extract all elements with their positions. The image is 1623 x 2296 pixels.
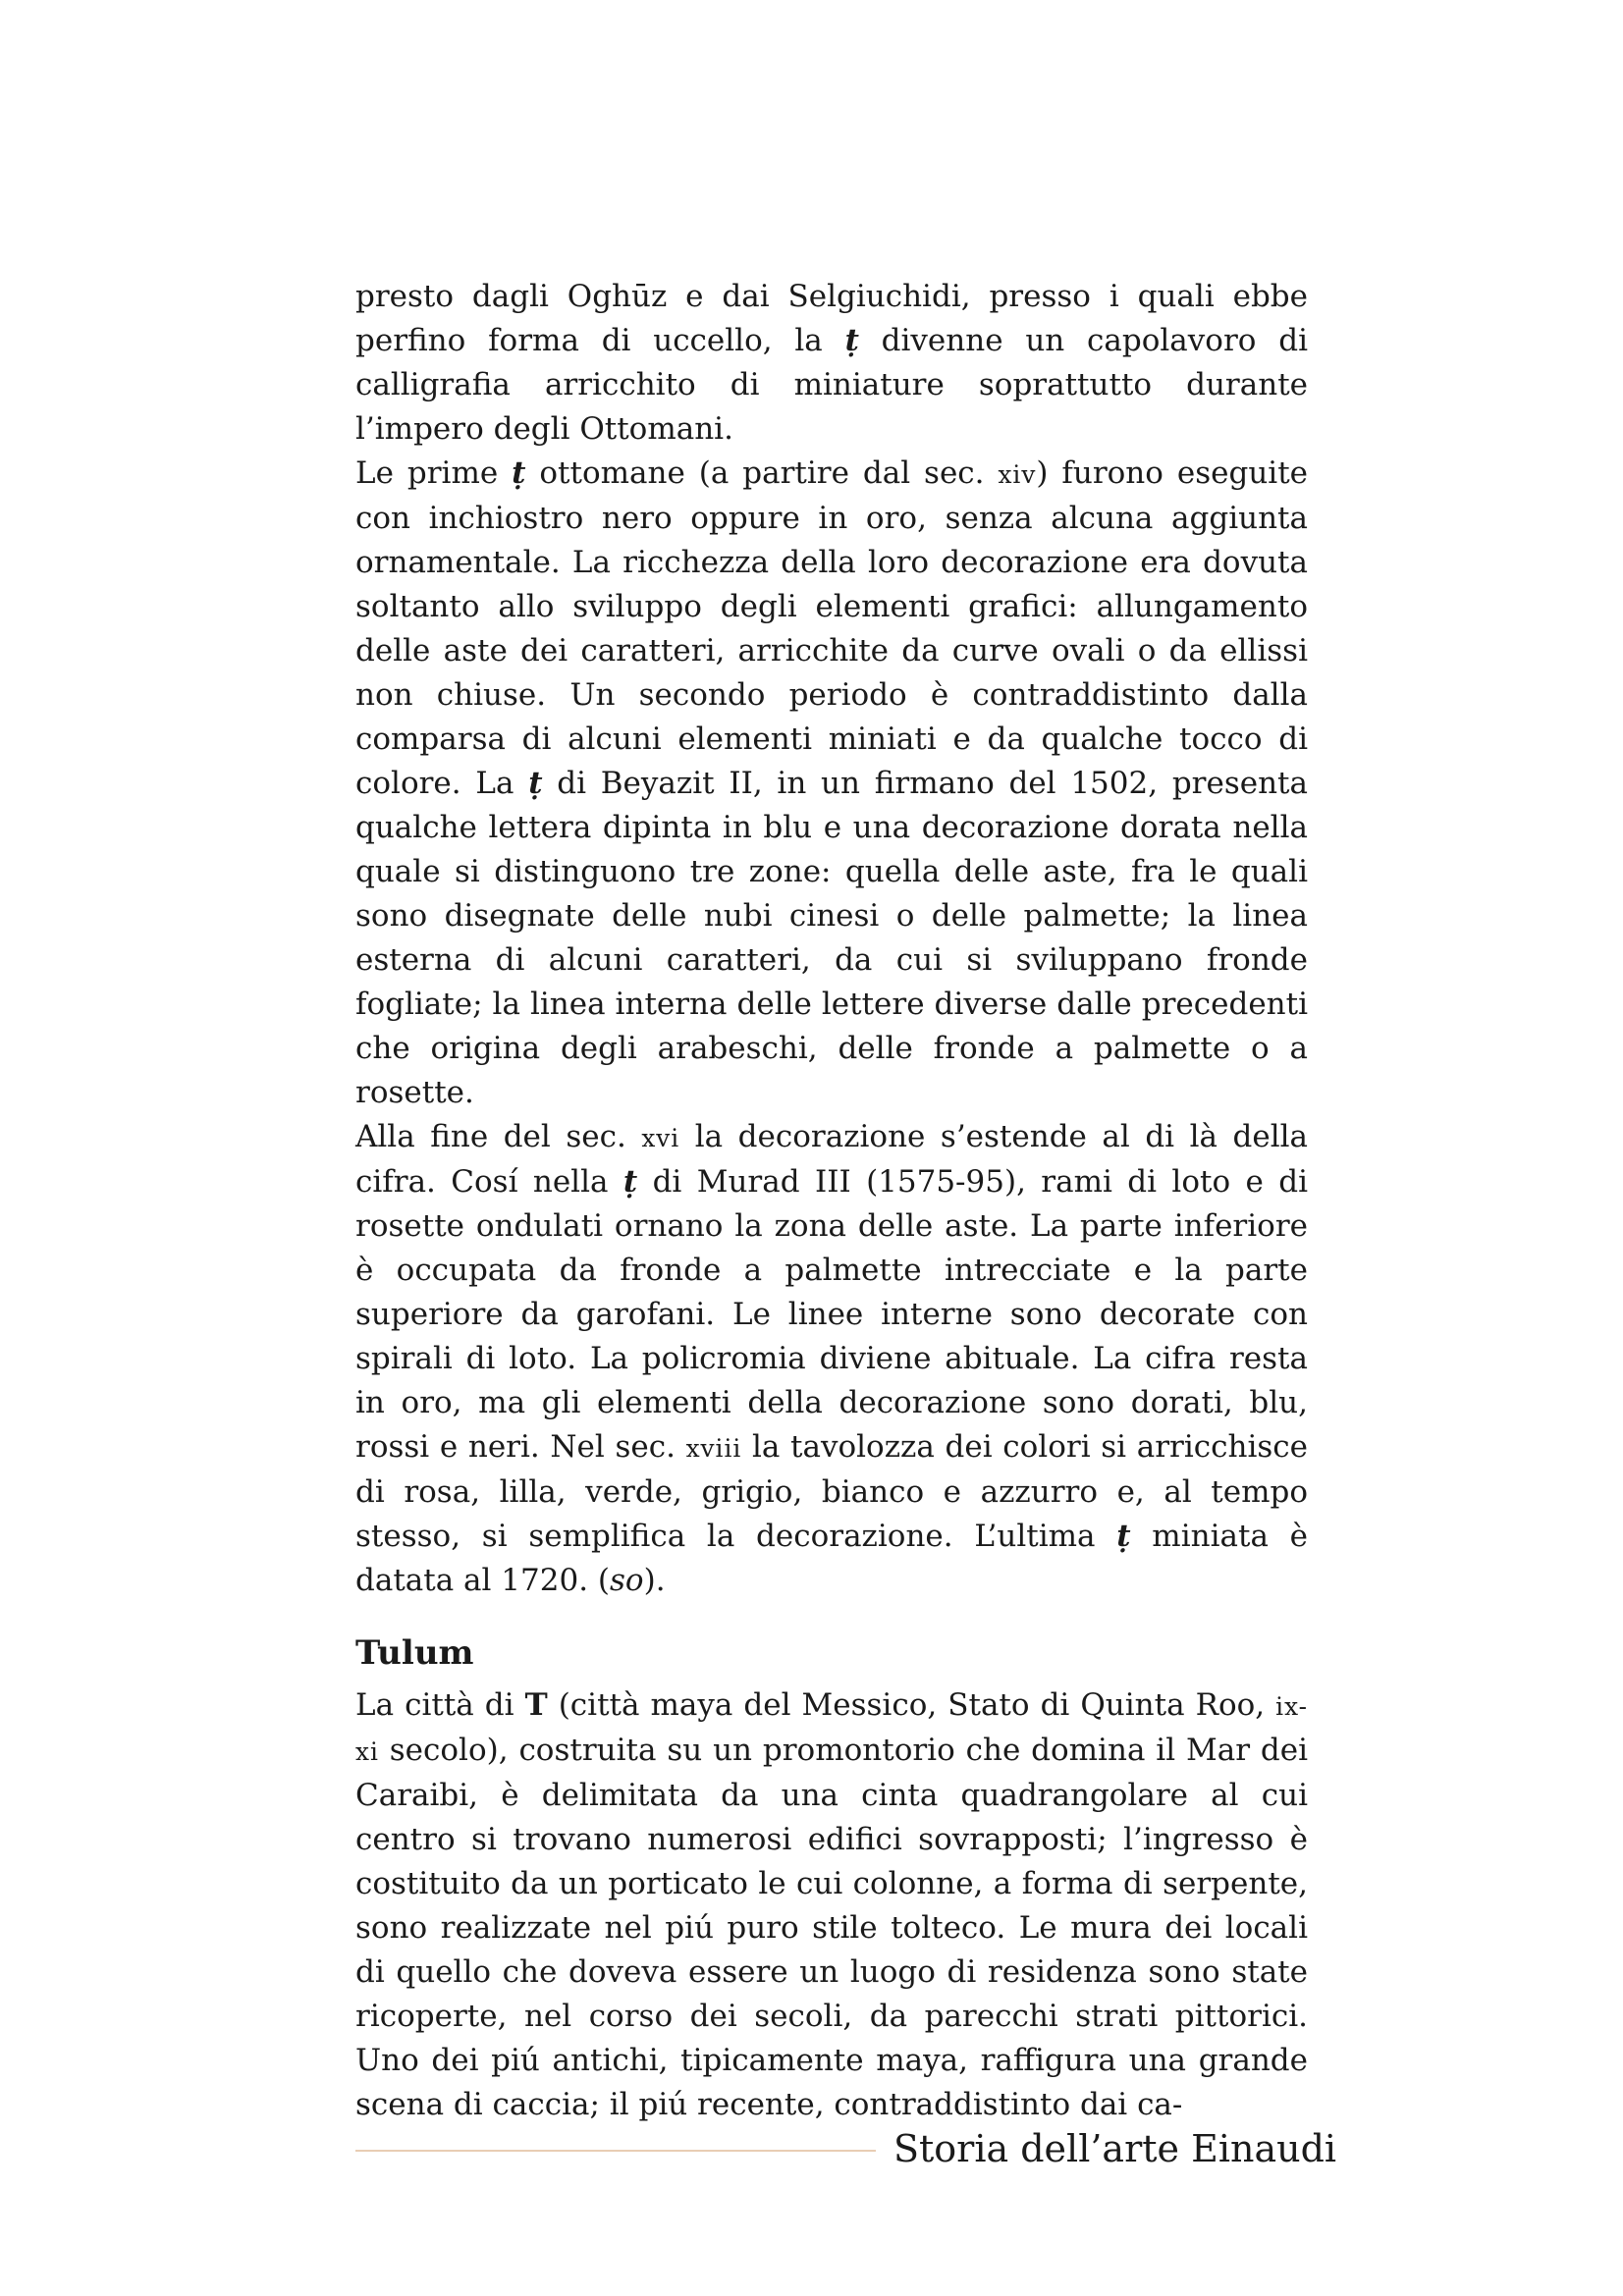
text-run: secolo), costruita su un promontorio che domina il Mar dei Caraibi, è delimitata da una cinta quadrangolare al cui centro si trovano numerosi edifici sovrapposti; l’ingresso è costituito da un porticato le cui colonne, a forma di serpente, sono realizzate nel piú puro stile tolteco. Le mura dei locali di quello che doveva essere un luogo di residenza sono state ricoperte, nel corso dei secoli, da parecchi strati pittorici. Uno dei piú antichi, tipicamente maya, raffigura una grande scena di caccia; il piú recente, contraddistinto dai ca- (355, 1733, 1308, 2122)
century-numeral: ix-xi (355, 1692, 1308, 1766)
century-numeral: xviii (685, 1434, 742, 1463)
text-run: miniata è datata al 1720. ( (355, 1519, 1309, 1598)
tughra-symbol: ṭ (512, 455, 526, 491)
tughra-symbol: ṭ (528, 766, 543, 801)
paragraph-4 (355, 1683, 1308, 2127)
tughra-symbol: ṭ (622, 1164, 638, 1200)
entry-title: Tulum (355, 1633, 474, 1673)
paragraph-1 (355, 275, 1308, 452)
text-run: (città maya del Messico, Stato di Quinta Roo, (547, 1687, 1276, 1723)
text-run: presto dagli Oghūz e dai Selgiuchidi, presso i quali ebbe perfino forma di uccello, la (355, 279, 1308, 358)
text-run: La città di (355, 1687, 525, 1723)
body-text (355, 275, 1308, 2127)
text-run: la decorazione s’estende al di là della cifra. Cosí nella (355, 1119, 1308, 1200)
text-run: la tavolozza dei colori si arricchisce di rosa, lilla, verde, grigio, bianco e azzurro e, al tempo stesso, si semplifica la decorazione. L’ultima (355, 1429, 1308, 1554)
text-run: ) furono eseguite con inchiostro nero oppure in oro, senza alcuna aggiunta ornamentale. La ricchezza della loro decorazione era dovuta soltanto allo sviluppo degli elementi grafici: allungamento delle aste dei caratteri, arricchite da curve ovali o da ellissi non chiuse. Un secondo periodo è contraddistinto dalla comparsa di alcuni elementi miniati e da qualche tocco di colore. La (355, 455, 1308, 801)
text-run: Alla fine del sec. (355, 1119, 642, 1154)
tughra-symbol: ṭ (844, 323, 859, 358)
text-run: di Beyazit II, in un firmano del 1502, presenta qualche lettera dipinta in blu e una decorazione dorata nella quale si distinguono tre zone: quella delle aste, fra le quali sono disegnate delle nubi cinesi o delle palmette; la linea esterna di alcuni caratteri, da cui si sviluppano fronde fogliate; la linea interna delle lettere diverse dalle precedenti che origina degli arabeschi, delle fronde a palmette o a rosette. (355, 766, 1308, 1110)
footer-rule (355, 2150, 876, 2152)
text-run: divenne un capolavoro di calligrafia arricchito di miniature soprattutto durante l’impero degli Ottomani. (355, 323, 1308, 447)
text-run: di Murad III (1575-95), rami di loto e di rosette ondulati ornano la zona delle aste. La parte inferiore è occupata da fronde a palmette intrecciate e la parte superiore da garofani. Le linee interne sono decorate con spirali di loto. La policromia diviene abituale. La cifra resta in oro, ma gli elementi della decorazione sono dorati, blu, rossi e neri. Nel sec. (355, 1164, 1308, 1465)
tughra-symbol: ṭ (1116, 1519, 1131, 1554)
text-run: ottomane (a partire dal sec. (525, 455, 999, 491)
century-numeral: xvi (641, 1124, 680, 1152)
text-run: Le prime (355, 455, 513, 491)
text-run: ). (643, 1563, 666, 1598)
entry-abbreviation: T (524, 1687, 548, 1723)
footer-label: Storia dell’arte Einaudi (893, 2127, 1337, 2170)
paragraph-3 (355, 1115, 1308, 1603)
author-initials: so (610, 1563, 644, 1598)
century-numeral: xiv (998, 460, 1037, 489)
paragraph-2 (355, 452, 1308, 1115)
